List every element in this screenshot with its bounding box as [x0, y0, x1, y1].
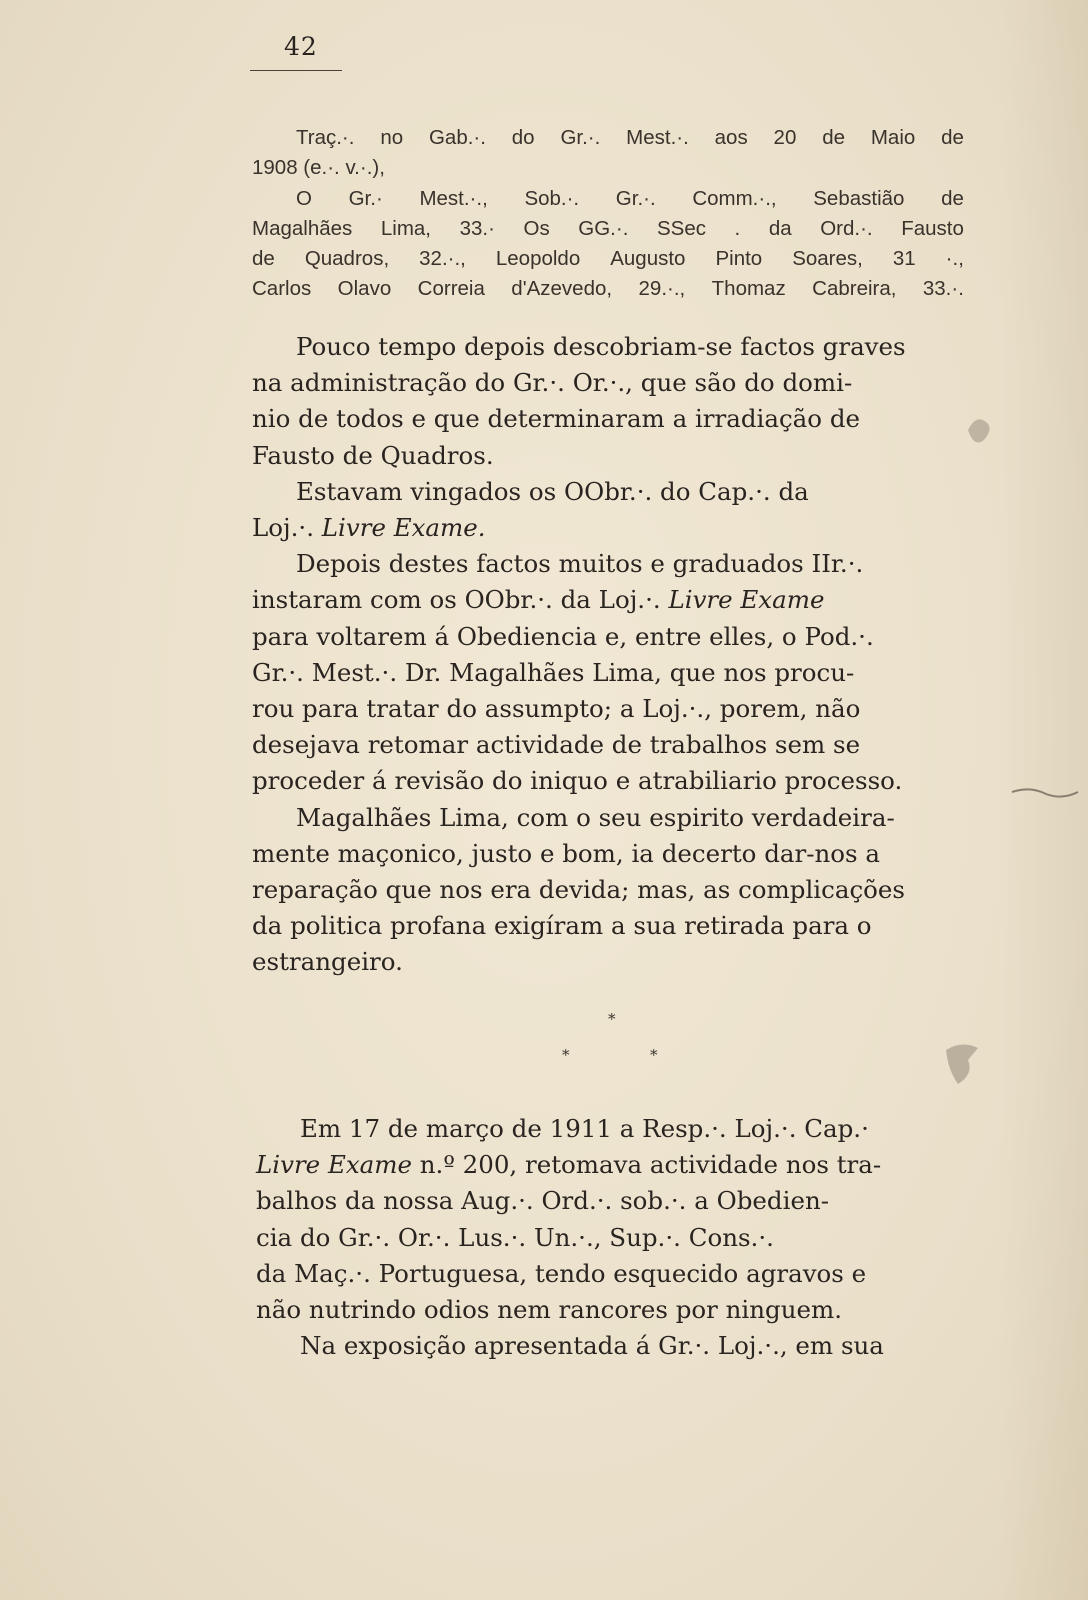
text-line: mente maçonico, justo e bom, ia decerto dar-nos a — [252, 838, 880, 868]
text-line: não nutrindo odios nem rancores por ninguem. — [256, 1295, 843, 1325]
text-line: para voltarem á Obediencia e, entre elles, o Pod.·. — [252, 621, 874, 651]
body-text-2 — [256, 1111, 970, 1364]
paragraph — [252, 800, 966, 981]
text-line — [252, 510, 966, 546]
header-line: 1908 (e.·. v.·.), — [252, 156, 385, 180]
paragraph — [252, 474, 966, 546]
asterism-star: * — [608, 1010, 616, 1028]
asterism-star: * — [650, 1046, 658, 1064]
lodge-name-italic: Livre Exame — [668, 585, 825, 615]
text-line: Fausto de Quadros. — [252, 440, 494, 470]
header-line: de Quadros, 32.·., Leopoldo Augusto Pinto Soares, 31 ·., — [252, 247, 964, 271]
asterism — [560, 1010, 670, 1070]
text-line: nio de todos e que determinaram a irradiação de — [252, 404, 861, 434]
paragraph — [252, 329, 966, 474]
text-line: Pouco tempo depois descobriam-se factos graves — [296, 332, 906, 361]
text-line: Magalhães Lima, com o seu espirito verdadeira- — [296, 802, 895, 832]
text-line: cia do Gr.·. Or.·. Lus.·. Un.·., Sup.·. Cons.·. — [256, 1222, 774, 1252]
paragraph — [252, 546, 966, 799]
page-number: 42 — [284, 32, 318, 61]
lodge-name-italic: Livre Exame — [256, 1150, 412, 1180]
text-line: na administração do Gr.·. Or.·., que são do domi- — [252, 368, 853, 398]
margin-scribble-mark — [1010, 784, 1080, 804]
asterism-star: * — [562, 1046, 570, 1064]
text-line: desejava retomar actividade de trabalhos sem se — [252, 730, 861, 760]
header-line: Carlos Olavo Correia d'Azevedo, 29.·., Thomaz Cabreira, 33.·. — [252, 277, 964, 301]
text-segment: instaram com os OObr.·. da Loj.·. — [252, 585, 661, 615]
paragraph — [256, 1111, 970, 1328]
text-line: Estavam vingados os OObr.·. do Cap.·. da — [296, 476, 809, 506]
header-line: Magalhães Lima, 33.· Os GG.·. SSec . da Ord.·. Fausto — [252, 216, 964, 240]
ink-blot-mark — [962, 410, 998, 450]
text-line: da Maç.·. Portuguesa, tendo esquecido agravos e — [256, 1258, 867, 1288]
text-line — [256, 1147, 970, 1183]
text-line: balhos da nossa Aug.·. Ord.·. sob.·. a Obedien- — [256, 1186, 829, 1216]
text-line: reparação que nos era devida; mas, as complicações — [252, 875, 906, 905]
text-line: Depois destes factos muitos e graduados IIr.·. — [296, 549, 864, 579]
header-line: O Gr.· Mest.·., Sob.·. Gr.·. Comm.·., Sebastião de — [296, 186, 964, 210]
page-number-rule — [250, 70, 342, 71]
header-line: Traç.·. no Gab.·. do Gr.·. Mest.·. aos 20 de Maio de — [296, 126, 964, 149]
body-text — [252, 329, 966, 981]
text-line: proceder á revisão do iniquo e atrabiliario processo. — [252, 766, 903, 796]
paragraph — [256, 1328, 970, 1364]
lodge-name-italic: Livre Exame. — [321, 513, 486, 543]
text-line: da politica profana exigíram a sua retirada para o — [252, 911, 872, 941]
text-segment: Loj.·. — [252, 513, 314, 543]
text-line: rou para tratar do assumpto; a Loj.·., porem, não — [252, 694, 861, 724]
text-line: Na exposição apresentada á Gr.·. Loj.·., em sua — [300, 1331, 884, 1361]
header-block — [252, 123, 964, 305]
text-line: estrangeiro. — [252, 947, 403, 977]
text-segment: n.º 200, retomava actividade nos tra- — [419, 1150, 882, 1180]
text-line: Gr.·. Mest.·. Dr. Magalhães Lima, que nos procu- — [252, 657, 855, 687]
text-line — [252, 582, 966, 618]
ink-blot-mark — [938, 1040, 986, 1090]
text-line: Em 17 de março de 1911 a Resp.·. Loj.·. Cap.· — [300, 1114, 869, 1143]
